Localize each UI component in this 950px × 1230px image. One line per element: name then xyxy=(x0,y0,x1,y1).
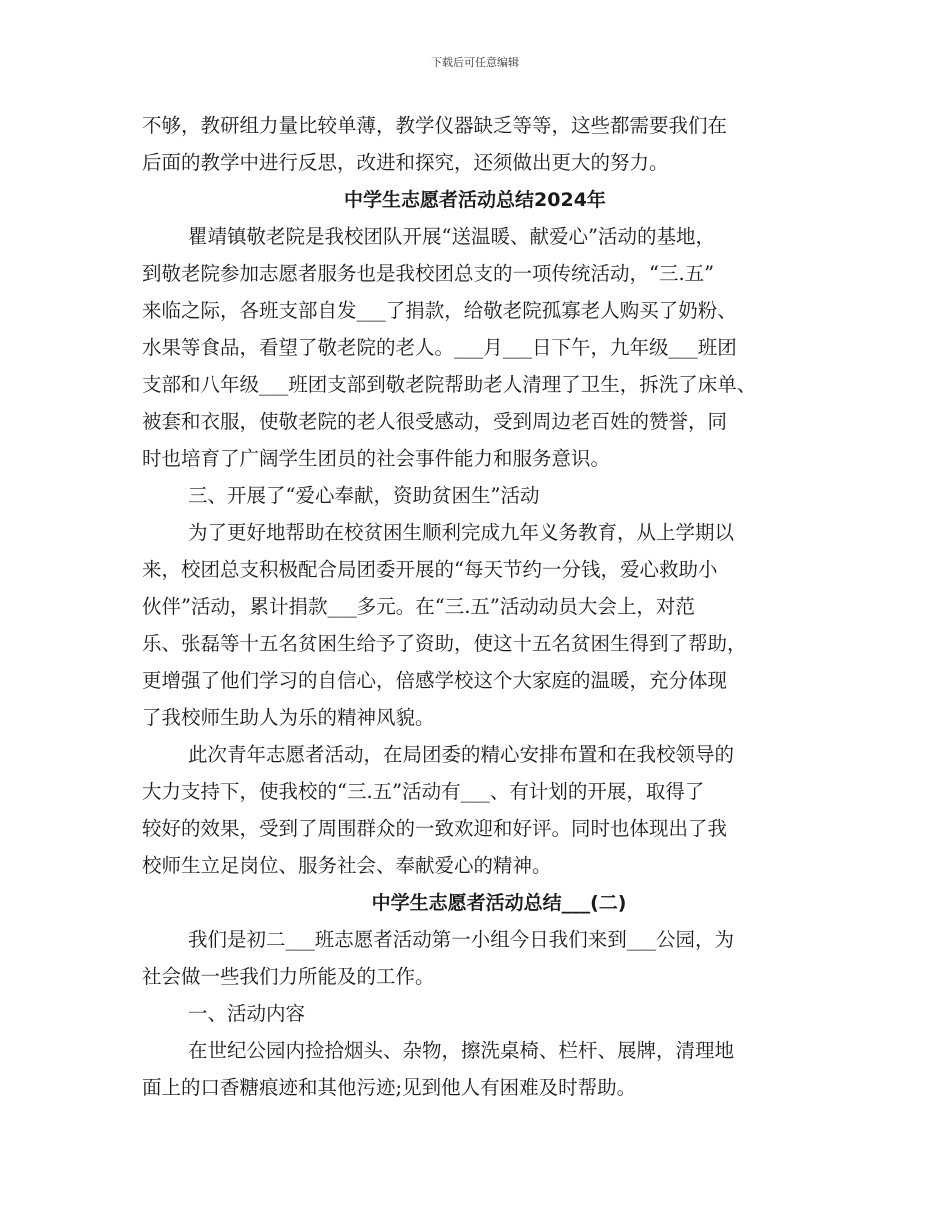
text-line: 不够，教研组力量比较单薄，教学仪器缺乏等等，这些都需要我们在 xyxy=(142,114,728,137)
subsection-heading: 一、活动内容 xyxy=(188,1002,306,1025)
text-line: 到敬老院参加志愿者服务也是我校团总支的一项传统活动，“三.五” xyxy=(142,262,715,285)
text-line: 面上的口香糖痕迹和其他污迹;见到他人有困难及时帮助。 xyxy=(142,1076,637,1099)
text-line: 此次青年志愿者活动，在局团委的精心安排布置和在我校领导的 xyxy=(188,743,735,766)
section-title: 中学生志愿者活动总结___(二) xyxy=(371,892,627,914)
subsection-heading: 三、开展了“爱心奉献，资助贫困生”活动 xyxy=(188,484,540,507)
text-line: 来，校团总支积极配合局团委开展的“每天节约一分钱，爱心救助小 xyxy=(142,558,718,581)
text-line: 校师生立足岗位、服务社会、奉献爱心的精神。 xyxy=(142,854,552,877)
text-line: 为了更好地帮助在校贫困生顺利完成九年义务教育，从上学期以 xyxy=(188,521,735,544)
text-line: 较好的效果，受到了周围群众的一致欢迎和好评。同时也体现出了我 xyxy=(142,817,728,840)
text-line: 伙伴”活动，累计捐款___多元。在“三.五”活动动员大会上，对范 xyxy=(142,595,695,618)
text-line: 了我校师生助人为乐的精神风貌。 xyxy=(142,706,435,729)
section-title: 中学生志愿者活动总结2024年 xyxy=(344,189,606,211)
text-line: 社会做一些我们力所能及的工作。 xyxy=(142,965,435,988)
text-line: 乐、张磊等十五名贫困生给予了资助，使这十五名贫困生得到了帮助， xyxy=(142,632,747,655)
text-line: 水果等食品，看望了敬老院的老人。___月___日下午，九年级___班团 xyxy=(142,336,737,359)
text-line: 支部和八年级___班团支部到敬老院帮助老人清理了卫生，拆洗了床单、 xyxy=(142,373,757,396)
text-line: 大力支持下，使我校的“三.五”活动有___、有计划的开展，取得了 xyxy=(142,780,705,803)
text-line: 在世纪公园内捡拾烟头、杂物，擦洗桌椅、栏杆、展牌，清理地 xyxy=(188,1039,735,1062)
text-line: 来临之际，各班支部自发___了捐款，给敬老院孤寡老人购买了奶粉、 xyxy=(142,299,737,322)
text-line: 时也培育了广阔学生团员的社会事件能力和服务意识。 xyxy=(142,447,611,470)
text-line: 更增强了他们学习的自信心，倍感学校这个大家庭的温暖，充分体现 xyxy=(142,669,728,692)
text-line: 我们是初二___班志愿者活动第一小组今日我们来到___公园，为 xyxy=(188,928,735,951)
page-header-note: 下载后可任意编辑 xyxy=(431,56,519,69)
text-line: 后面的教学中进行反思，改进和探究，还须做出更大的努力。 xyxy=(142,151,669,174)
text-line: 瞿靖镇敬老院是我校团队开展“送温暖、献爱心”活动的基地， xyxy=(188,225,715,248)
text-line: 被套和衣服，使敬老院的老人很受感动，受到周边老百姓的赞誉，同 xyxy=(142,410,728,433)
